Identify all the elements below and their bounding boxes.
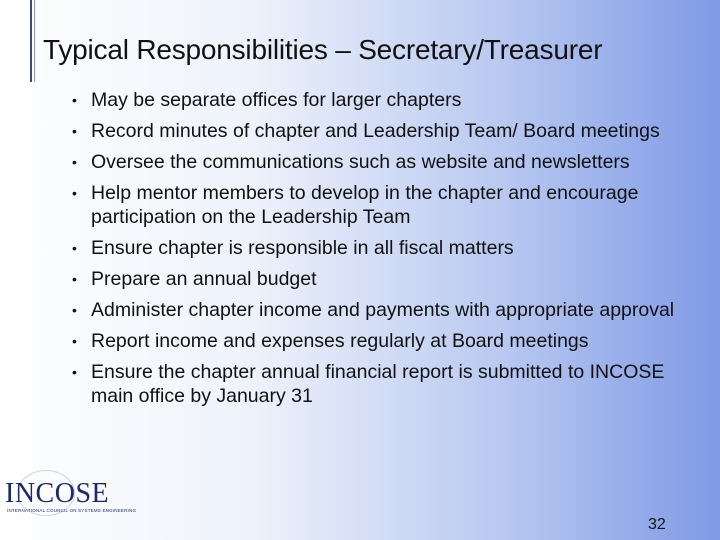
bullet-icon: •: [72, 302, 77, 318]
bullet-icon: •: [72, 364, 77, 380]
bullet-item: [72, 329, 692, 353]
bullet-item: [72, 181, 692, 229]
bullet-text: Administer chapter income and payments with appropriate approval: [91, 299, 675, 321]
slide-title: Typical Responsibilities – Secretary/Treasurer: [43, 34, 603, 65]
bullet-text: Ensure the chapter annual financial report is submitted to INCOSE main office by January 31: [91, 361, 665, 407]
bullet-item: [72, 267, 692, 291]
slide-frame-line-inner: [34, 0, 35, 82]
bullet-item: [72, 150, 692, 174]
bullet-icon: •: [72, 333, 77, 349]
bullet-item: [72, 88, 692, 112]
bullet-item: [72, 119, 692, 143]
bullet-icon: •: [72, 123, 77, 139]
logo-wordmark: INCOSE: [5, 478, 110, 509]
bullet-text: Prepare an annual budget: [91, 268, 317, 290]
bullet-icon: •: [72, 154, 77, 170]
bullet-icon: •: [72, 92, 77, 108]
bullet-text: Oversee the communications such as website and newsletters: [91, 151, 630, 173]
incose-logo: [5, 478, 137, 518]
bullet-list: [72, 88, 692, 415]
bullet-item: [72, 360, 692, 408]
bullet-text: Help mentor members to develop in the chapter and encourage participation on the Leadership Team: [91, 182, 639, 228]
bullet-text: Record minutes of chapter and Leadership Team/ Board meetings: [91, 120, 660, 142]
bullet-item: [72, 298, 692, 322]
bullet-icon: •: [72, 271, 77, 287]
slide-frame-line: [30, 0, 32, 82]
bullet-text: Report income and expenses regularly at Board meetings: [91, 330, 589, 352]
bullet-icon: •: [72, 240, 77, 256]
page-number: 32: [648, 516, 666, 533]
bullet-text: Ensure chapter is responsible in all fiscal matters: [91, 237, 514, 259]
bullet-icon: •: [72, 185, 77, 201]
bullet-item: [72, 236, 692, 260]
logo-tagline: INTERNATIONAL COUNCIL ON SYSTEMS ENGINEERING: [7, 508, 137, 513]
bullet-text: May be separate offices for larger chapters: [91, 89, 462, 111]
